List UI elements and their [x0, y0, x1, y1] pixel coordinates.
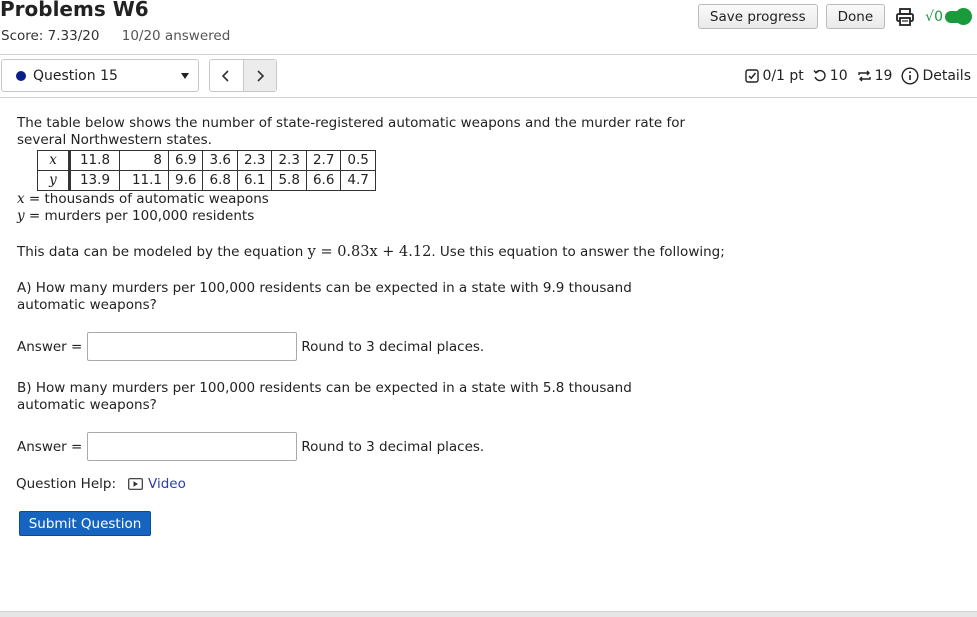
chevron-left-icon	[221, 70, 231, 82]
table-header-x: x	[38, 151, 70, 171]
previous-question-button[interactable]	[210, 60, 243, 91]
x-definition-text: = thousands of automatic weapons	[24, 191, 269, 207]
answered-count: 10/20 answered	[121, 28, 231, 44]
table-row-y	[38, 171, 376, 191]
answer-b-input[interactable]	[87, 432, 297, 461]
chevron-down-icon	[181, 73, 189, 79]
status-dot-icon	[16, 71, 26, 81]
table-cell: 2.7	[306, 151, 340, 171]
points-indicator	[745, 68, 803, 84]
part-b-question: B) How many murders per 100,000 residents can be expected in a state with 5.8 thousand automatic weapons?	[17, 380, 632, 413]
retries-indicator	[813, 68, 848, 84]
answer-a-input[interactable]	[87, 332, 297, 361]
next-question-button[interactable]	[243, 60, 277, 91]
attempts-count: 19	[874, 68, 893, 84]
question-help-label: Question Help:	[16, 476, 116, 492]
attempts-indicator	[857, 68, 893, 84]
bottom-bar	[0, 611, 977, 617]
y-variable: y	[17, 208, 25, 224]
part-a-question: A) How many murders per 100,000 residents can be expected in a state with 9.9 thousand automatic weapons?	[17, 280, 632, 313]
table-cell: 13.9	[70, 171, 120, 191]
done-button[interactable]: Done	[826, 4, 886, 29]
model-statement	[17, 244, 737, 261]
repeat-icon	[857, 69, 872, 83]
table-cell: 8	[120, 151, 169, 171]
answer-b-label: Answer =	[17, 438, 83, 455]
printer-icon[interactable]	[893, 5, 917, 29]
table-header-y: y	[38, 171, 70, 191]
submit-question-button[interactable]: Submit Question	[19, 511, 151, 536]
y-definition	[17, 208, 737, 225]
top-actions	[698, 4, 969, 29]
details-label: Details	[922, 68, 971, 84]
table-cell: 2.3	[272, 151, 306, 171]
retries-count: 10	[829, 68, 848, 84]
answer-a-label: Answer =	[17, 338, 83, 355]
table-cell: 2.3	[237, 151, 271, 171]
answer-b-row	[17, 432, 484, 461]
question-pager	[209, 59, 277, 92]
info-icon	[901, 67, 919, 85]
chevron-right-icon	[255, 70, 265, 82]
question-meta	[745, 67, 971, 85]
table-cell: 6.6	[306, 171, 340, 191]
video-label: Video	[148, 476, 186, 492]
score-row	[1, 28, 230, 44]
y-definition-text: = murders per 100,000 residents	[24, 208, 255, 224]
toolbar-divider	[0, 97, 977, 98]
table-cell: 0.5	[341, 151, 375, 171]
table-cell: 11.1	[120, 171, 169, 191]
video-icon	[128, 478, 143, 490]
problem-body	[17, 115, 737, 261]
answer-a-row	[17, 332, 484, 361]
answer-a-hint: Round to 3 decimal places.	[301, 338, 485, 355]
table-cell: 11.8	[70, 151, 120, 171]
model-equation: y = 0.83x + 4.12	[307, 244, 432, 260]
table-cell: 4.7	[341, 171, 375, 191]
table-cell: 5.8	[272, 171, 306, 191]
x-definition	[17, 191, 737, 208]
save-progress-button[interactable]: Save progress	[698, 4, 818, 29]
table-cell: 6.1	[237, 171, 271, 191]
checkbox-icon	[745, 69, 759, 83]
details-link[interactable]	[901, 67, 971, 85]
model-prefix: This data can be modeled by the equation	[17, 244, 308, 260]
table-cell: 6.9	[169, 151, 203, 171]
score-label: Score: 7.33/20	[1, 28, 100, 44]
question-help	[16, 476, 186, 492]
x-variable: x	[17, 191, 25, 207]
retry-icon	[813, 69, 827, 83]
model-suffix: . Use this equation to answer the following;	[431, 244, 725, 260]
data-table	[37, 150, 376, 191]
toggle-switch	[945, 11, 969, 23]
problem-intro: The table below shows the number of state-registered automatic weapons and the murder rate for several Northwestern states.	[17, 115, 686, 148]
header-divider	[0, 54, 977, 55]
answer-b-hint: Round to 3 decimal places.	[301, 438, 485, 455]
sqrt-icon: √0	[925, 8, 943, 25]
video-link[interactable]	[128, 476, 186, 492]
table-cell: 9.6	[169, 171, 203, 191]
question-select-label: Question 15	[33, 67, 118, 84]
table-row-x	[38, 151, 376, 171]
points-label: 0/1 pt	[762, 68, 804, 84]
question-select[interactable]	[1, 59, 199, 92]
page-title: Problems W6	[0, 0, 149, 21]
table-cell: 6.8	[203, 171, 237, 191]
table-cell: 3.6	[203, 151, 237, 171]
math-display-toggle[interactable]	[925, 9, 969, 25]
